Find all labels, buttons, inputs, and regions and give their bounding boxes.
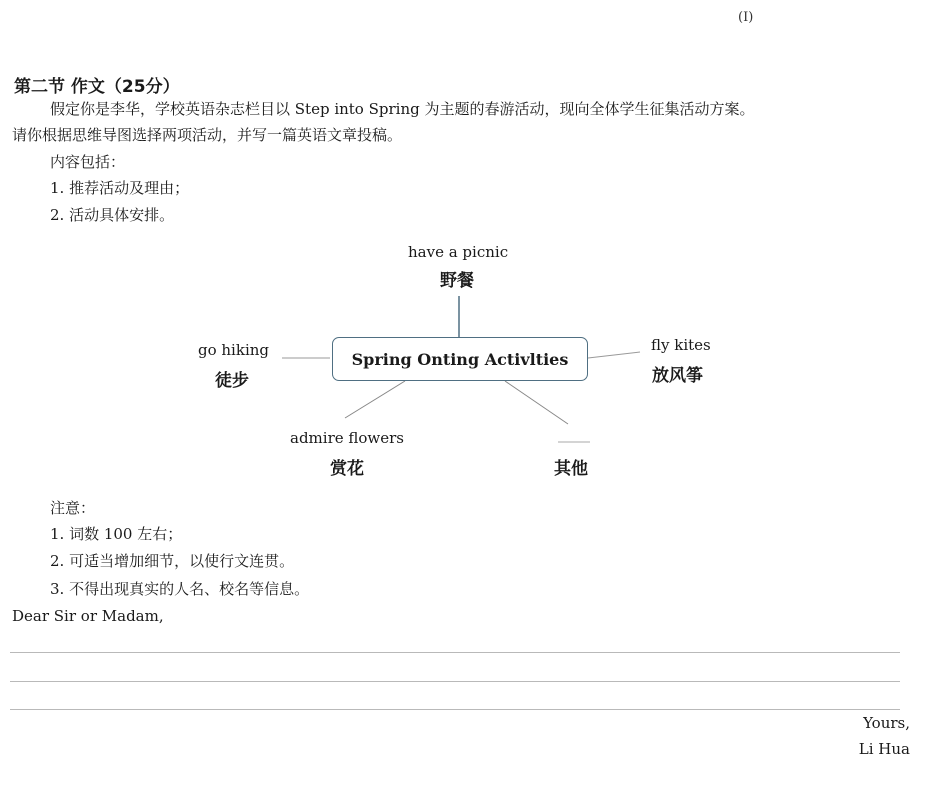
node-bottom-right-zh: 其他 bbox=[554, 459, 588, 479]
node-top-en: have a picnic bbox=[408, 243, 509, 261]
content-heading: 内容包括： bbox=[50, 153, 126, 171]
writing-line[interactable] bbox=[10, 652, 900, 653]
mind-map-center-label: Spring Onting Activlties bbox=[351, 349, 569, 369]
node-left-zh: 徒步 bbox=[215, 371, 249, 391]
connector-bottom-right bbox=[505, 381, 568, 424]
letter-greeting: Dear Sir or Madam, bbox=[12, 607, 164, 625]
node-top-zh: 野餐 bbox=[440, 271, 474, 291]
prompt-line-1: 假定你是李华，学校英语杂志栏目以 Step into Spring 为主题的春游活动，现向全体学生征集活动方案。 bbox=[50, 100, 755, 118]
page-mark: (I) bbox=[738, 10, 754, 25]
content-item: 2. 活动具体安排。 bbox=[50, 206, 175, 224]
node-bottom-left-en: admire flowers bbox=[290, 429, 405, 447]
node-bottom-left-zh: 赏花 bbox=[330, 459, 364, 479]
note-item: 2. 可适当增加细节，以使行文连贯。 bbox=[50, 552, 295, 570]
node-right-zh: 放风筝 bbox=[652, 366, 703, 386]
note-item: 3. 不得出现真实的人名、校名等信息。 bbox=[50, 580, 310, 598]
letter-signature: Li Hua bbox=[858, 740, 910, 758]
prompt-line-2: 请你根据思维导图选择两项活动，并写一篇英语文章投稿。 bbox=[12, 126, 403, 144]
connector-right bbox=[588, 352, 640, 358]
node-right-en: fly kites bbox=[651, 336, 711, 354]
content-item: 1. 推荐活动及理由； bbox=[50, 179, 190, 197]
writing-line[interactable] bbox=[10, 681, 900, 682]
mind-map-center bbox=[332, 337, 588, 381]
note-item: 1. 词数 100 左右； bbox=[50, 525, 183, 543]
notes-heading: 注意： bbox=[50, 499, 96, 517]
node-left-en: go hiking bbox=[198, 341, 270, 359]
connector-bottom-left bbox=[345, 381, 405, 418]
writing-line[interactable] bbox=[10, 709, 900, 710]
letter-closing: Yours, bbox=[863, 714, 910, 732]
section-title: 第二节 作文（25分） bbox=[14, 77, 180, 97]
